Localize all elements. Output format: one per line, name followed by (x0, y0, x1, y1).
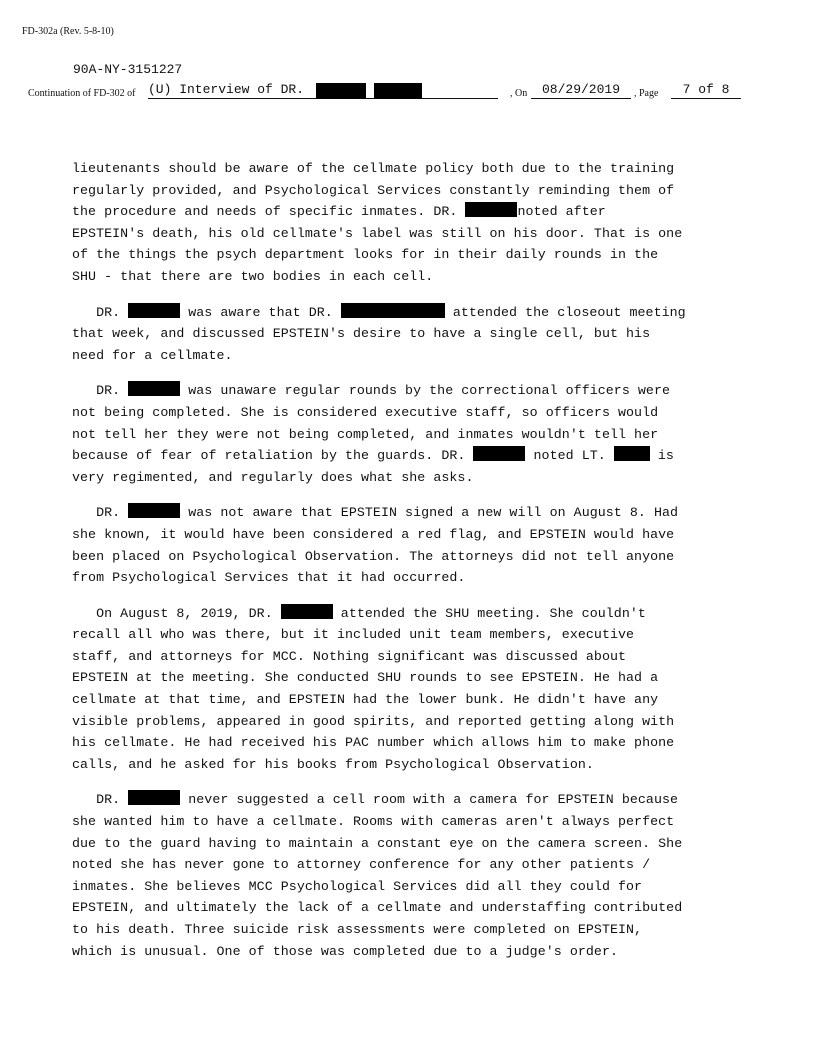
text-segment: been placed on Psychological Observation. The attorneys did not tell anyone (72, 548, 675, 564)
text-segment: because of fear of retaliation by the guards. DR. (72, 448, 474, 464)
text-segment: cellmate at that time, and EPSTEIN had the lower bunk. He didn't have any (72, 692, 659, 708)
interview-date: 08/29/2019 (531, 82, 631, 99)
text-segment: not tell her they were not being completed, and inmates wouldn't tell her (72, 426, 659, 442)
text-line (72, 754, 752, 776)
text-line (72, 876, 752, 898)
continuation-header (28, 82, 748, 102)
text-segment: noted after (517, 204, 606, 220)
document-body (72, 158, 752, 976)
paragraph (72, 502, 752, 588)
text-line (72, 897, 752, 919)
interview-title: (U) Interview of DR. (148, 82, 305, 97)
redaction-block (128, 503, 180, 518)
text-line (72, 402, 752, 424)
text-segment: very regimented, and regularly does what she asks. (72, 469, 474, 485)
text-line (72, 546, 752, 568)
text-line (72, 445, 752, 467)
text-segment: to his death. Three suicide risk assessments were completed on EPSTEIN, (72, 922, 643, 937)
text-segment: of the things the psych department looks for in their daily rounds in the (72, 247, 659, 263)
text-segment: his cellmate. He had received his PAC number which allows him to make phone (72, 735, 675, 751)
text-line (72, 689, 752, 711)
paragraph (72, 158, 752, 288)
paragraph (72, 603, 752, 776)
redaction-block (341, 303, 445, 318)
text-segment: attended the SHU meeting. She couldn't (332, 605, 646, 621)
text-line (72, 502, 752, 524)
text-line (72, 667, 752, 689)
text-segment: she known, it would have been considered a red flag, and EPSTEIN would have (72, 526, 675, 542)
on-label: , On (510, 88, 528, 99)
text-line (72, 380, 752, 402)
text-line (72, 811, 752, 833)
text-segment: noted LT. (525, 448, 614, 464)
page-number: 7 of 8 (671, 82, 741, 99)
text-segment: On August 8, 2019, DR. (72, 605, 281, 621)
text-line (72, 603, 752, 625)
text-line (72, 711, 752, 733)
redaction-block (316, 83, 366, 99)
text-segment: never suggested a cell room with a camera for EPSTEIN because (180, 792, 679, 808)
redaction-block (128, 381, 180, 396)
text-segment: recall all who was there, but it included unit team members, executive (72, 627, 635, 643)
text-segment: the procedure and needs of specific inmates. DR. (72, 204, 466, 220)
text-line (72, 424, 752, 446)
text-segment: was not aware that EPSTEIN signed a new will on August 8. Had (180, 505, 679, 521)
text-segment: calls, and he asked for his books from Psychological Observation. (72, 756, 594, 772)
text-line (72, 789, 752, 811)
text-line (72, 223, 752, 245)
text-segment: SHU - that there are two bodies in each cell. (72, 268, 434, 284)
paragraph (72, 380, 752, 488)
text-segment: DR. (72, 505, 129, 521)
text-line (72, 646, 752, 668)
text-segment: regularly provided, and Psychological Services constantly reminding them of (72, 182, 675, 198)
text-segment: that week, and discussed EPSTEIN's desire to have a single cell, but his (72, 326, 651, 342)
text-segment: was aware that DR. (180, 304, 341, 320)
text-line (72, 524, 752, 546)
paragraph (72, 789, 752, 962)
text-segment: EPSTEIN, and ultimately the lack of a cellmate and understaffing contributed (72, 900, 683, 916)
text-segment: DR. (72, 792, 129, 808)
text-segment: DR. (72, 383, 129, 399)
text-line (72, 732, 752, 754)
text-segment: EPSTEIN's death, his old cellmate's label was still on his door. That is one (72, 225, 683, 241)
text-segment: not being completed. She is considered executive staff, so officers would (72, 404, 659, 420)
text-segment: inmates. She believes MCC Psychological Services did all they could for (72, 878, 643, 894)
text-segment: need for a cellmate. (72, 347, 233, 363)
text-segment: DR. (72, 304, 129, 320)
text-segment: EPSTEIN at the meeting. She conducted SHU rounds to see EPSTEIN. He had a (72, 670, 659, 686)
text-segment: from Psychological Services that it had occurred. (72, 570, 466, 586)
text-line (72, 158, 752, 180)
text-segment: is (649, 448, 674, 464)
text-segment: due to the guard having to maintain a constant eye on the camera screen. She (72, 835, 683, 851)
redaction-block (281, 604, 333, 619)
text-line (72, 266, 752, 288)
text-line (72, 244, 752, 266)
text-segment: visible problems, appeared in good spirits, and reported getting along with (72, 713, 675, 729)
text-line (72, 180, 752, 202)
continuation-label: Continuation of FD-302 of (28, 88, 136, 99)
text-line (72, 302, 752, 324)
text-segment: she wanted him to have a cellmate. Rooms with cameras aren't always perfect (72, 814, 675, 830)
redaction-block (374, 83, 422, 99)
text-segment: noted she has never gone to attorney conference for any other patients / (72, 857, 651, 873)
interview-title-field (148, 82, 498, 99)
text-segment: was unaware regular rounds by the correctional officers were (180, 383, 671, 399)
redaction-block (473, 446, 525, 461)
text-line (72, 567, 752, 589)
redaction-block (128, 790, 180, 805)
text-line (72, 345, 752, 367)
text-segment: which is unusual. One of those was completed due to a judge's order. (72, 943, 619, 959)
text-segment: staff, and attorneys for MCC. Nothing significant was discussed about (72, 648, 627, 664)
page-label: , Page (634, 88, 659, 99)
redaction-block (465, 202, 517, 217)
text-segment: lieutenants should be aware of the cellmate policy both due to the training (72, 161, 675, 176)
text-line (72, 941, 752, 963)
file-number: 90A-NY-3151227 (73, 62, 183, 77)
text-line (72, 323, 752, 345)
text-segment: attended the closeout meeting (444, 304, 686, 320)
text-line (72, 833, 752, 855)
redaction-block (128, 303, 180, 318)
redaction-block (614, 446, 650, 461)
paragraph (72, 302, 752, 367)
text-line (72, 467, 752, 489)
text-line (72, 624, 752, 646)
text-line (72, 919, 752, 941)
text-line (72, 201, 752, 223)
text-line (72, 854, 752, 876)
form-id: FD-302a (Rev. 5-8-10) (22, 26, 114, 37)
